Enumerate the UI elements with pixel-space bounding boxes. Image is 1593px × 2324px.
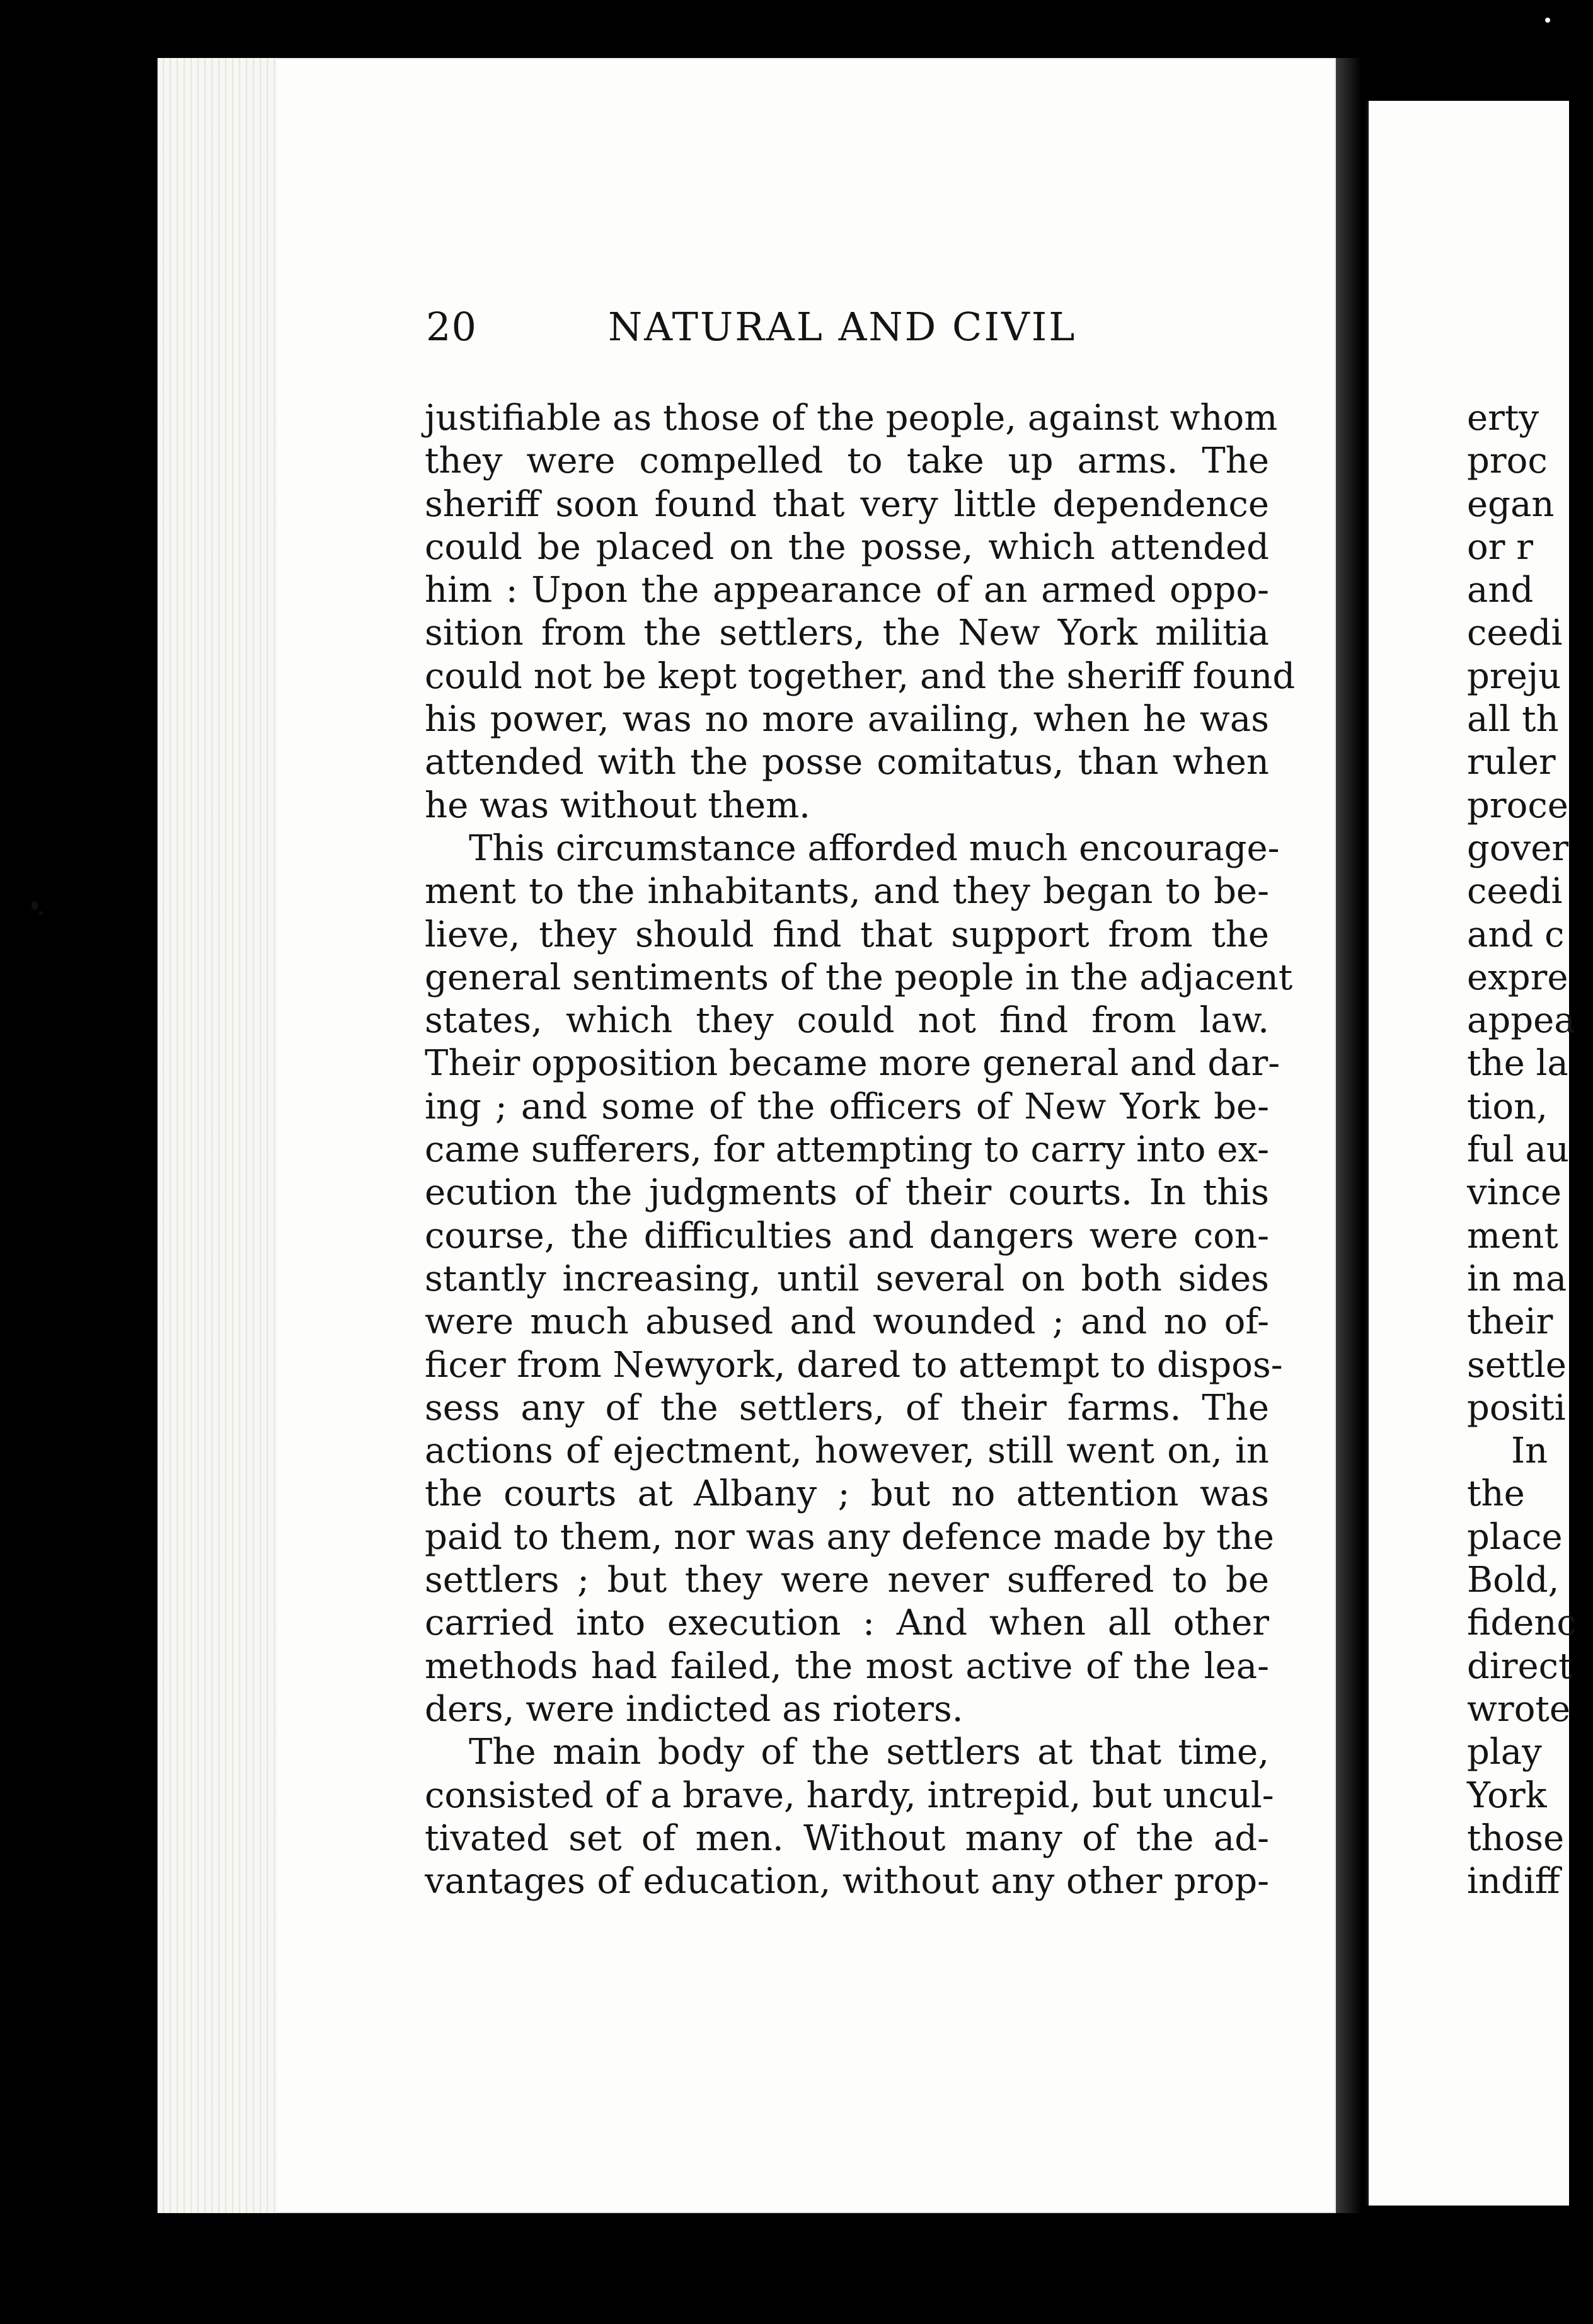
text-line: ment bbox=[1467, 1215, 1558, 1257]
page-number: 20 bbox=[426, 304, 477, 350]
text-line: could be placed on the posse, which attended bbox=[425, 526, 1269, 568]
text-line: ceedi bbox=[1467, 613, 1563, 654]
text-line: wrote bbox=[1467, 1688, 1571, 1730]
text-line: erty bbox=[1467, 398, 1539, 439]
text-line: came sufferers, for attempting to carry into ex- bbox=[425, 1129, 1269, 1171]
text-line: York bbox=[1467, 1775, 1547, 1816]
text-line: Bold, bbox=[1467, 1560, 1560, 1601]
gutter-shadow bbox=[1336, 58, 1361, 2213]
text-line: ing ; and some of the officers of New York be- bbox=[425, 1086, 1269, 1127]
text-line: place bbox=[1467, 1516, 1563, 1558]
text-line: positi bbox=[1467, 1387, 1566, 1429]
text-line: play bbox=[1467, 1732, 1542, 1773]
text-line: ruler bbox=[1467, 742, 1556, 783]
running-head bbox=[0, 304, 1556, 354]
text-line: proc bbox=[1467, 440, 1548, 482]
text-line: could not be kept together, and the sheriff found bbox=[425, 655, 1296, 697]
text-line: ecution the judgments of their courts. In this bbox=[425, 1172, 1269, 1214]
text-line: paid to them, nor was any defence made by the bbox=[425, 1516, 1274, 1558]
text-line: justifiable as those of the people, against whom bbox=[425, 398, 1278, 439]
text-line: the courts at Albany ; but no attention was bbox=[425, 1473, 1269, 1515]
text-line: gover bbox=[1467, 827, 1569, 869]
text-line: the bbox=[1467, 1473, 1525, 1515]
text-line: In bbox=[1511, 1430, 1548, 1472]
text-line: direct bbox=[1467, 1645, 1573, 1687]
text-line: ders, were indicted as rioters. bbox=[425, 1688, 963, 1730]
scan-speck bbox=[39, 911, 43, 915]
text-line: actions of ejectment, however, still went on, in bbox=[425, 1430, 1269, 1472]
text-line: lieve, they should find that support from the bbox=[425, 914, 1269, 955]
text-line: him : Upon the appearance of an armed oppo- bbox=[425, 570, 1269, 611]
text-line: ment to the inhabitants, and they began to be- bbox=[425, 871, 1269, 912]
text-line: stantly increasing, until several on both sides bbox=[425, 1258, 1269, 1299]
text-line: their bbox=[1467, 1301, 1553, 1343]
text-line: all th bbox=[1467, 699, 1559, 740]
text-line: were much abused and wounded ; and no of- bbox=[425, 1301, 1269, 1343]
text-line: attended with the posse comitatus, than when bbox=[425, 742, 1269, 783]
text-line: vince bbox=[1467, 1172, 1562, 1214]
text-line: they were compelled to take up arms. The bbox=[425, 440, 1269, 482]
text-line: his power, was no more availing, when he was bbox=[425, 699, 1269, 740]
text-line: This circumstance afforded much encourage- bbox=[469, 827, 1280, 869]
text-line: sess any of the settlers, of their farms. The bbox=[425, 1387, 1269, 1429]
text-line: ceedi bbox=[1467, 871, 1563, 912]
text-line: proce bbox=[1467, 785, 1568, 826]
text-line: or r bbox=[1467, 526, 1534, 568]
text-line: and c bbox=[1467, 914, 1565, 955]
text-line: those bbox=[1467, 1817, 1565, 1859]
text-line: vantages of education, without any other prop- bbox=[425, 1861, 1269, 1902]
text-line: course, the difficulties and dangers were con- bbox=[425, 1215, 1269, 1257]
text-line: ficer from Newyork, dared to attempt to dispos- bbox=[425, 1344, 1283, 1386]
text-line: carried into execution : And when all other bbox=[425, 1602, 1269, 1644]
text-line: sheriff soon found that very little dependence bbox=[425, 483, 1269, 525]
running-title: NATURAL AND CIVIL bbox=[608, 304, 1077, 350]
text-line: sition from the settlers, the New York militia bbox=[425, 613, 1269, 654]
text-line: tivated set of men. Without many of the ad- bbox=[425, 1817, 1269, 1859]
text-line: states, which they could not find from law. bbox=[425, 1000, 1269, 1042]
text-line: he was without them. bbox=[425, 785, 810, 826]
text-line: and bbox=[1467, 570, 1534, 611]
text-line: fidenc bbox=[1467, 1602, 1577, 1644]
page-edge-stack bbox=[158, 58, 277, 2213]
text-line: indiff bbox=[1467, 1861, 1560, 1902]
text-line: methods had failed, the most active of the lea- bbox=[425, 1645, 1269, 1687]
scan-speck bbox=[1545, 18, 1550, 23]
text-line: ful au bbox=[1467, 1129, 1569, 1171]
text-line: egan bbox=[1467, 483, 1555, 525]
text-line: settle bbox=[1467, 1344, 1567, 1386]
text-line: Their opposition became more general and dar- bbox=[425, 1043, 1280, 1084]
text-line: tion, bbox=[1467, 1086, 1548, 1127]
gutter-line bbox=[1366, 101, 1369, 2206]
text-line: expre bbox=[1467, 957, 1568, 998]
text-line: preju bbox=[1467, 655, 1561, 697]
text-line: general sentiments of the people in the adjacent bbox=[425, 957, 1293, 998]
right-page-text bbox=[1467, 397, 1593, 1903]
text-line: settlers ; but they were never suffered to be bbox=[425, 1560, 1269, 1601]
text-line: consisted of a brave, hardy, intrepid, but uncul- bbox=[425, 1775, 1274, 1816]
text-line: the la bbox=[1467, 1043, 1568, 1084]
scan-speck bbox=[32, 901, 38, 910]
text-line: in ma bbox=[1467, 1258, 1567, 1299]
left-page-text bbox=[425, 397, 1296, 1903]
text-line: The main body of the settlers at that time, bbox=[469, 1732, 1269, 1773]
text-line: appea bbox=[1467, 1000, 1575, 1042]
